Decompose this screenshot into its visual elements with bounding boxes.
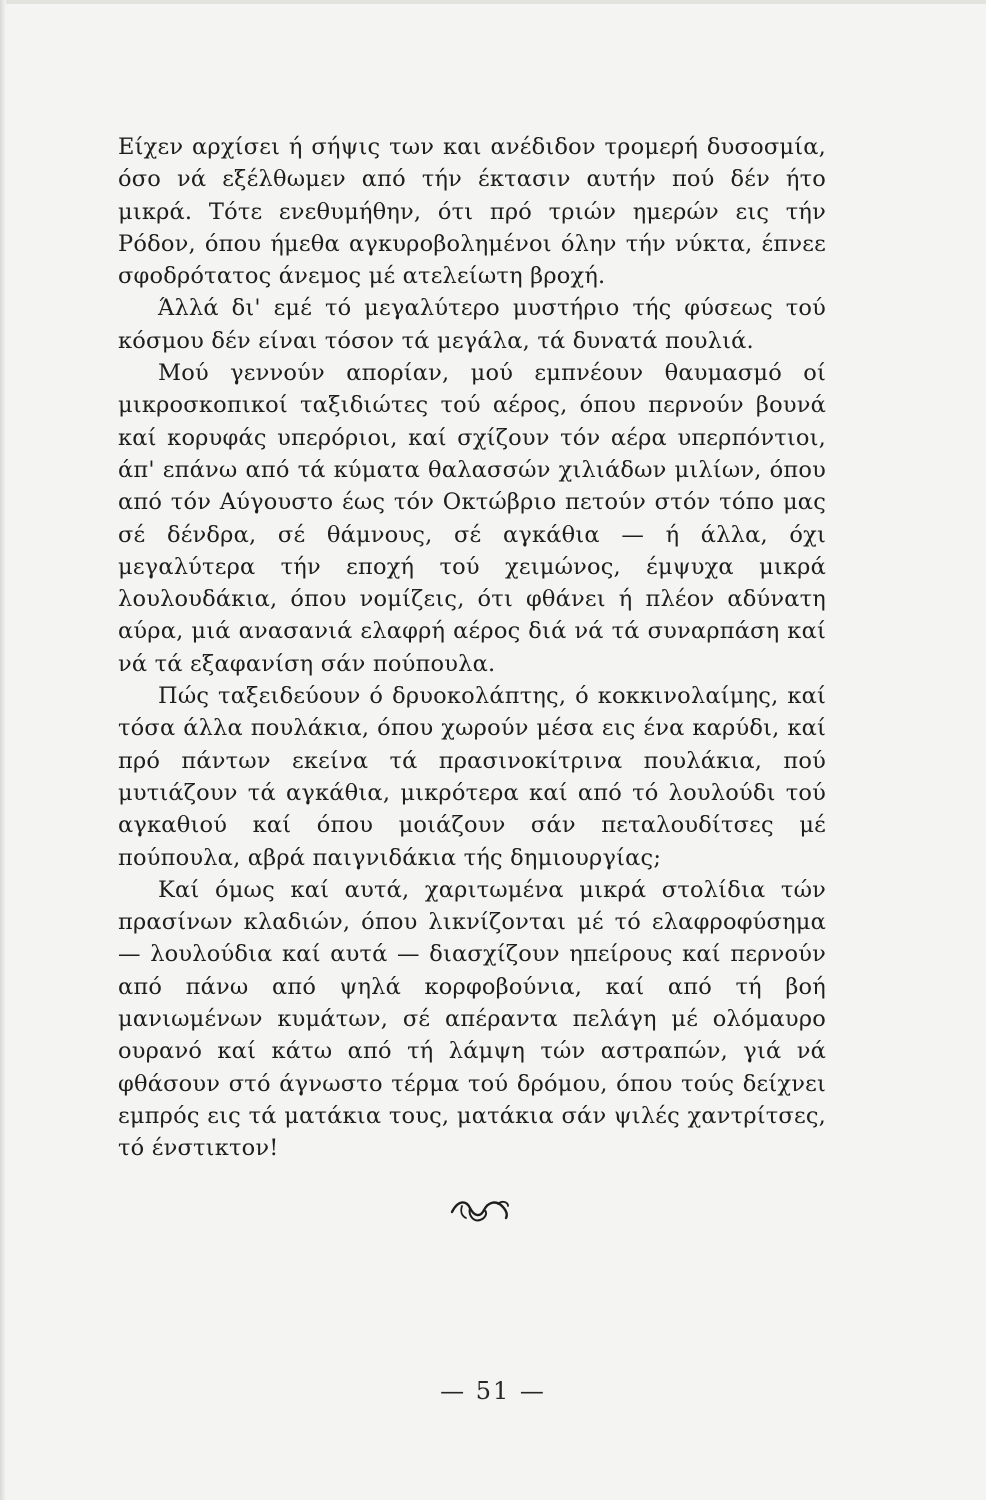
page-edge-left bbox=[0, 0, 6, 1500]
paragraph-4: Πώς ταξειδεύουν ό δρυοκολάπτης, ό κοκκινολαίμης, καί τόσα άλλα πουλάκια, όπου χωρούν μέσα εις ένα καρύδι, καί πρό πάντων εκείνα τά πρασινοκίτρινα πουλάκια, πού μυτιάζουν τά αγκάθια, μικρότερα καί από τό λουλούδι τού αγκαθιού καί όπου μοιάζουν σάν πεταλουδίτσες μέ πούπουλα, αβρά παιγνιδάκια τής δημιουργίας; bbox=[118, 683, 826, 871]
body-text bbox=[118, 131, 826, 1165]
paragraph-2: Άλλά δι' εμέ τό μεγαλύτερο μυστήριο τής φύσεως τού κόσμου δέν είναι τόσον τά μεγάλα, τά δυνατά πουλιά. bbox=[118, 295, 826, 354]
page-edge-top bbox=[0, 0, 986, 4]
paragraph-5: Καί όμως καί αυτά, χαριτωμένα μικρά στολίδια τών πρασίνων κλαδιών, όπου λικνίζονται μέ τό ελαφροφύσημα — λουλούδια καί αυτά — διασχίζουν ηπείρους καί περνούν από πάνω από ψηλά κορφοβούνια, καί από τή βοή μανιωμένων κυμάτων, σέ απέραντα πελάγη μέ ολόμαυρο ουρανό καί κάτω από τή λάμψη τών αστραπών, γιά νά φθάσουν στό άγνωστο τέρμα τού δρόμου, όπου τούς δείχνει εμπρός εις τά ματάκια τους, ματάκια σάν ψιλές χαντρίτσες, τό ένστικτον! bbox=[118, 876, 826, 1162]
paragraph-1: Είχεν αρχίσει ή σήψις των και ανέδιδον τρομερή δυσοσμία, όσο νά εξέλθωμεν από τήν έκτασιν αυτήν πού δέν ήτο μικρά. Τότε ενεθυμήθην, ότι πρό τριών ημερών εις τήν Ρόδον, όπου ήμεθα αγκυροβολημένοι όλην τήν νύκτα, έπνεε σφοδρότατος άνεμος μέ ατελείωτη βροχή. bbox=[118, 134, 826, 290]
ornament-icon bbox=[448, 1192, 512, 1228]
page-number: — 51 — bbox=[440, 1377, 546, 1405]
paragraph-3: Μού γεννούν απορίαν, μού εμπνέουν θαυμασμό οί μικροσκοπικοί ταξιδιώτες τού αέρος, όπου περνούν βουνά καί κορυφάς υπερόριοι, καί σχίζουν τόν αέρα υπερπόντιοι, άπ' επάνω από τά κύματα θαλασσών χιλιάδων μιλίων, όπου από τόν Αύγουστο έως τόν Οκτώβριο πετούν στόν τόπο μας σέ δένδρα, σέ θάμνους, σέ αγκάθια — ή άλλα, όχι μεγαλύτερα τήν εποχή τού χειμώνος, έμψυχα μικρά λουλουδάκια, όπου νομίζεις, ότι φθάνει ή πλέον αδύνατη αύρα, μιά ανασανιά ελαφρή αέρος διά νά τά συναρπάση καί νά τά εξαφανίση σάν πούπουλα. bbox=[118, 360, 826, 677]
